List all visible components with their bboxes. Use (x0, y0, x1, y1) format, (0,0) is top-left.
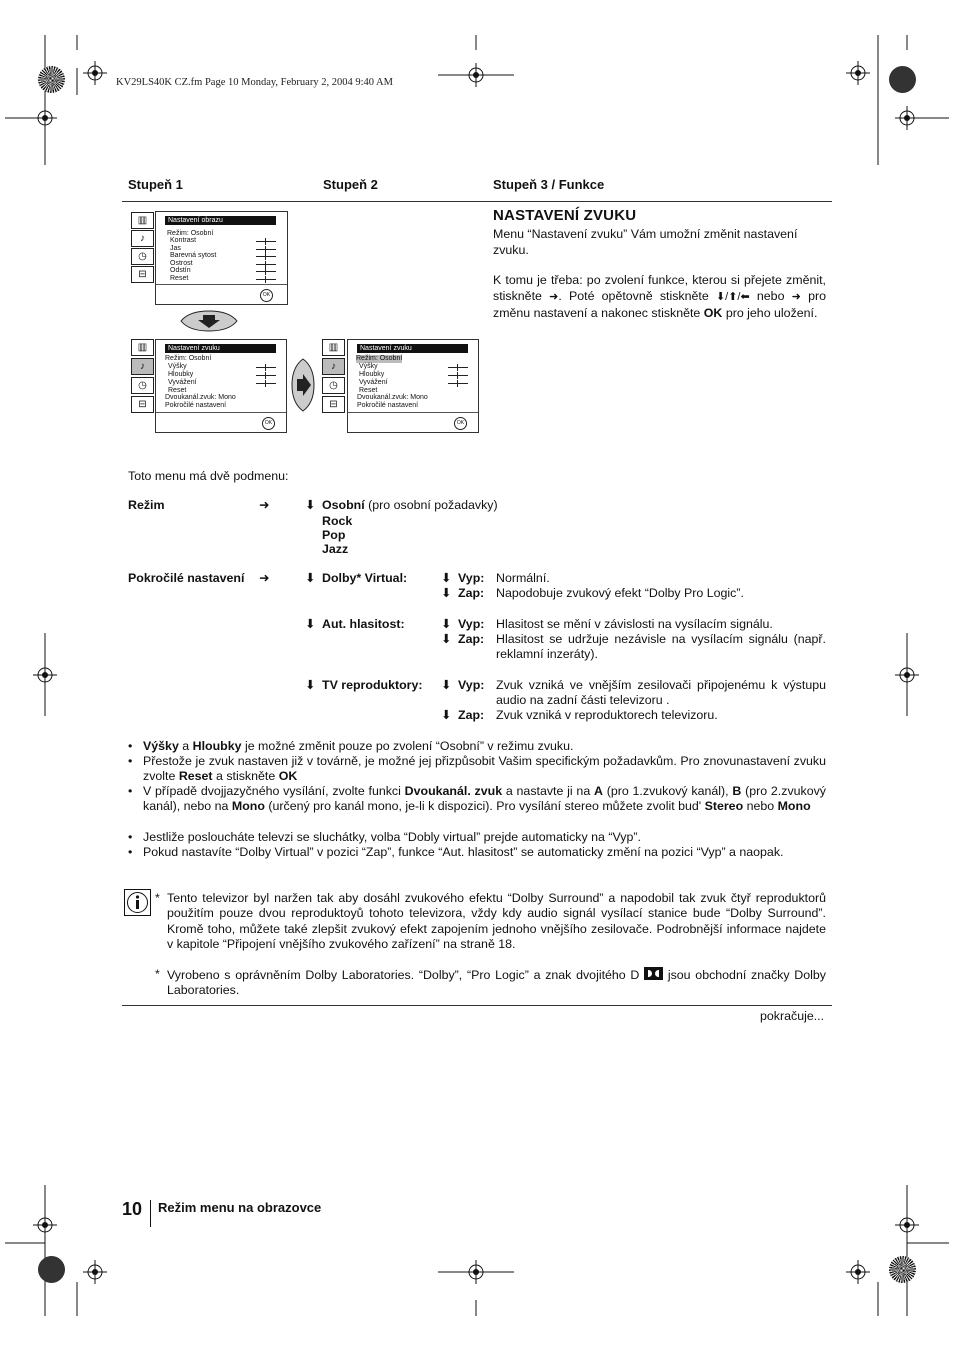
setup-menu-icon: ⊟ (131, 396, 154, 413)
double-d-icon (644, 967, 663, 980)
timer-menu-icon: ◷ (131, 377, 154, 394)
dolby-virtual-label: Dolby* Virtual: (322, 571, 408, 585)
screen-line: Kontrast (170, 237, 197, 244)
ok-button-icon: OK (260, 289, 273, 302)
screen-line: Hloubky (359, 371, 385, 378)
arrow-right-icon: ➜ (549, 291, 559, 303)
rezim-label: Režim (128, 498, 165, 512)
footnote-star: * (155, 891, 160, 905)
bullet-dot: • (128, 845, 133, 859)
screen-line: Ostrost (170, 260, 193, 267)
color-target-icon (38, 1256, 65, 1283)
registration-mark-icon (846, 61, 870, 85)
screen-line: Režim: Osobní (167, 230, 214, 237)
slider-mark (448, 383, 468, 384)
screen-line: Reset (170, 275, 189, 282)
setup-menu-icon: ⊟ (131, 266, 154, 283)
arrow-down-icon: ⬇ (441, 708, 452, 722)
screen-sound-settings-selected (347, 339, 479, 433)
dolby-zap-value: Napodobuje zvukový efekt “Dolby Pro Logic”. (496, 586, 744, 600)
dolby-vyp-value: Normální. (496, 571, 550, 585)
arrow-down-icon: ⬇ (305, 498, 316, 512)
screen-line: Hloubky (168, 371, 194, 378)
arrow-down-icon: ⬇ (441, 617, 452, 631)
dolby-vyp-key: Vyp: (458, 571, 485, 585)
screen-line: Reset (168, 387, 187, 394)
screen-line: Vyvážení (168, 379, 197, 386)
arrow-down-icon: ⬇ (305, 571, 316, 585)
section-instructions: K tomu je třeba: po zvolení funkce, kterou si přejete změnit, stiskněte ➜. Poté opětovně stiskněte ⬇/⬆/⬅ nebo ➜ pro změnu nastavení a nakonec stiskněte OK pro jeho uložení. (493, 273, 826, 320)
screen-line: Jas (170, 245, 181, 252)
screen-picture-settings (155, 211, 288, 305)
aut-vyp-key: Vyp: (458, 617, 485, 631)
picture-menu-icon: ▥ (131, 212, 154, 229)
color-target-icon (889, 1256, 916, 1283)
column-header-step2: Stupeň 2 (323, 177, 378, 192)
sound-menu-icon: ♪ (131, 230, 154, 247)
color-target-icon (889, 66, 916, 93)
screen-line: Dvoukanál.zvuk: Mono (165, 394, 236, 401)
bullet-dot: • (128, 830, 133, 844)
arrow-right-icon (290, 357, 316, 413)
bullet-item: Jestliže posloucháte televzi se sluchátky, volba “Dobly virtual” prejde automaticky na “Vyp”. (143, 830, 641, 844)
screen-line: Barevná sytost (170, 252, 217, 259)
screen-line: Pokročilé nastavení (165, 402, 227, 409)
slider-mark (256, 367, 276, 368)
screen-line: Režim: Osobní (165, 355, 212, 362)
arrow-down-icon: ⬇ (305, 617, 316, 631)
arrow-right-icon: ➜ (259, 498, 270, 512)
setup-menu-icon: ⊟ (322, 396, 345, 413)
screen-line: Vyvážení (359, 379, 388, 386)
submenu-intro: Toto menu má dvě podmenu: (128, 469, 289, 483)
screen-line: Pokročilé nastavení (357, 402, 419, 409)
slider-mark (256, 375, 276, 376)
registration-mark-icon (33, 1213, 57, 1237)
sound-menu-icon: ♪ (322, 358, 345, 375)
bullet-item: Přestože je zvuk nastaven již v továrně, je možné jej přizpůsobit Vašim specifickým požadavkům. Pro znovunastavení zvuku zvolte Reset a stiskněte OK (143, 754, 826, 784)
timer-menu-icon: ◷ (322, 377, 345, 394)
section-intro: Menu “Nastavení zvuku” Vám umožní změnit nastavení zvuku. (493, 227, 798, 257)
file-info-line: KV29LS40K CZ.fm Page 10 Monday, February 2, 2004 9:40 AM (116, 77, 393, 88)
screen-divider (156, 284, 287, 285)
ok-button-icon: OK (454, 417, 467, 430)
registration-mark-icon (464, 63, 488, 87)
arrow-right-icon: ➜ (259, 571, 270, 585)
screen-line: Odstín (170, 267, 191, 274)
rezim-option-rock: Rock (322, 514, 353, 528)
tv-vyp-key: Vyp: (458, 678, 485, 692)
page-number: 10 (122, 1199, 143, 1219)
slider-mark (256, 383, 276, 384)
registration-mark-icon (33, 106, 57, 130)
bullet-item: Výšky a Hloubky je možné změnit pouze po zvolení “Osobní” v režimu zvuku. (143, 739, 574, 753)
picture-menu-icon: ▥ (131, 339, 154, 356)
bottom-rule (122, 1005, 832, 1006)
slider-mark (448, 367, 468, 368)
rezim-option-pop: Pop (322, 528, 346, 542)
timer-menu-icon: ◷ (131, 248, 154, 265)
arrow-right-icon: ➜ (791, 291, 801, 303)
arrow-down-icon: ⬇ (305, 678, 316, 692)
screen-title: Nastavení obrazu (165, 216, 276, 225)
note-dolby-surround: Tento televizor byl naržen tak aby dosáhl zvukového efektu “Dolby Surround” a napodobil tak zvuk čtyř reproduktorů použitím pouze dvou reproduktoyů tohoto televizora, vždy kdy audio signál vysílací stanice bude “Dolby Surround”. Kromě toho, můžete také zlepšit zvukový efekt zapojením jednoho vnějšího zesilovače. Podrobnější informace najdete v kapitole “Připojení vnějšího zvukového zařízení” na straně 18. (167, 891, 826, 951)
rezim-option-jazz: Jazz (322, 542, 349, 556)
footer-section: Režim menu na obrazovce (158, 1200, 322, 1215)
screen-line: Výšky (168, 363, 187, 370)
slider-mark (256, 241, 276, 242)
ok-button-icon: OK (262, 417, 275, 430)
screen-title: Nastavení zvuku (165, 344, 276, 353)
continued-label: pokračuje... (760, 1009, 825, 1023)
arrow-down-icon: ⬇ (441, 632, 452, 646)
screen-divider (156, 412, 286, 413)
slider-mark (256, 279, 276, 280)
screen-title: Nastavení zvuku (357, 344, 468, 353)
tv-reproduktory-label: TV reproduktory: (322, 678, 423, 692)
aut-zap-key: Zap: (458, 632, 485, 646)
header-rule (122, 201, 832, 202)
slider-mark (256, 264, 276, 265)
bullet-dot: • (128, 784, 133, 798)
aut-hlasitost-label: Aut. hlasitost: (322, 617, 405, 631)
slider-mark (256, 249, 276, 250)
slider-mark (256, 256, 276, 257)
picture-menu-icon: ▥ (322, 339, 345, 356)
registration-mark-icon (464, 1260, 488, 1284)
aut-zap-value: Hlasitost se udržuje nezávisle na vysílacím signálu (např. reklamní inzeráty). (496, 632, 826, 661)
arrow-down-icon: ⬇ (441, 571, 452, 585)
rezim-option-osobni: Osobní (pro osobní požadavky) (322, 498, 498, 512)
color-target-icon (38, 66, 65, 93)
footnote-star: * (155, 967, 160, 981)
screen-divider (348, 412, 478, 413)
column-header-step1: Stupeň 1 (128, 177, 183, 192)
column-header-step3: Stupeň 3 / Funkce (493, 177, 605, 192)
footer-divider (150, 1200, 151, 1227)
note-dolby-trademark: Vyrobeno s oprávněním Dolby Laboratories. “Dolby”, “Pro Logic” a znak dvojitého D jsou obchodní značky Dolby Laboratories. (167, 968, 826, 998)
screen-line: Dvoukanál.zvuk: Mono (357, 394, 428, 401)
screen-line-selected: Režim: Osobní (356, 355, 403, 362)
screen-sound-settings (155, 339, 287, 433)
tv-zap-value: Zvuk vzniká v reproduktorech televizoru. (496, 708, 718, 722)
arrow-down-icon (179, 309, 239, 333)
arrow-down-icon: ⬇ (441, 586, 452, 600)
arrow-down-icon: ⬇ (441, 678, 452, 692)
aut-vyp-value: Hlasitost se mění v závislosti na vysílacím signálu. (496, 617, 773, 631)
slider-mark (448, 375, 468, 376)
screen-line: Výšky (359, 363, 378, 370)
registration-mark-icon (846, 1260, 870, 1284)
advanced-label: Pokročilé nastavení (128, 571, 245, 585)
bullet-dot: • (128, 739, 133, 753)
registration-mark-icon (33, 663, 57, 687)
registration-mark-icon (895, 106, 919, 130)
bullet-item: Pokud nastavíte “Dolby Virtual” v pozici “Zap”, funkce “Aut. hlasitost” se automaticky změní na pozici “Vyp” a naopak. (143, 845, 784, 859)
info-icon (124, 889, 151, 916)
registration-mark-icon (895, 1213, 919, 1237)
sound-menu-icon: ♪ (131, 358, 154, 375)
tv-zap-key: Zap: (458, 708, 485, 722)
section-title: NASTAVENÍ ZVUKU (493, 207, 637, 224)
tv-vyp-value: Zvuk vzniká ve vnějším zesilovači připojenému k výstupu audio na zadní části televizoru . (496, 678, 826, 707)
slider-mark (256, 271, 276, 272)
bullet-dot: • (128, 754, 133, 768)
registration-mark-icon (83, 61, 107, 85)
bullet-item: V případě dvojjazyčného vysílání, zvolte funkci Dvoukanál. zvuk a nastavte ji na A (pro 1.zvukový kanál), B (pro 2.zvukový kanál), nebo na Mono (určený pro kanál mono, je-li k dispozici). Pro vysílání stereo můžete zvolit bud' Stereo nebo Mono (143, 784, 827, 814)
dolby-zap-key: Zap: (458, 586, 485, 600)
registration-mark-icon (83, 1260, 107, 1284)
registration-mark-icon (895, 663, 919, 687)
arrow-updown-left-icon: ⬇/⬆/⬅ (715, 291, 750, 303)
screen-line: Reset (359, 387, 378, 394)
